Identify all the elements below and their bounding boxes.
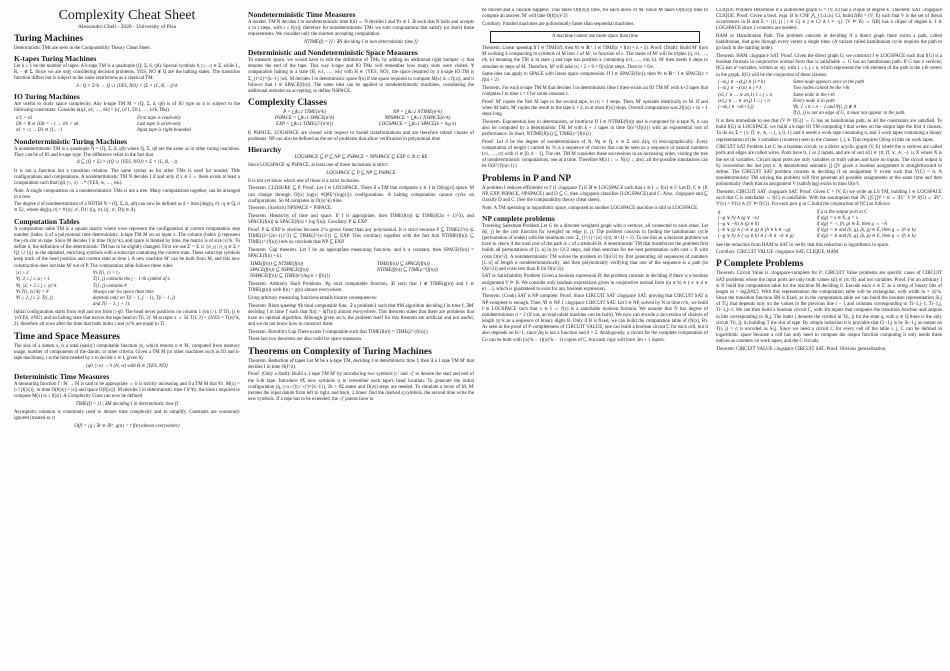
paragraph: It is not yet know which one of those is a strict inclusion.: [248, 178, 360, 184]
table-row: [716, 111, 942, 117]
table-cell: if s(g) = x ∈ X, g = x: [816, 216, 858, 221]
column-3: [482, 8, 708, 665]
table-cell: if g is the output port in C: [816, 209, 868, 215]
computation-table-rules: [14, 271, 240, 308]
paragraph: These last two theorems are also valid for space measures.: [248, 337, 363, 343]
paragraph: A measuring function f : ℕ → ℕ is said to be appropriate ⇔ it is strictly increasing and ∃ a TM M that ∀x. M(x) = ▷^{f(|x|)}, in time O(f(|x|) + |x|) and space O(f(|x|)). M decides I in deterministic time f if ∀x, the time t required to compute M(x) is ≤ f(|x|). A Complexity Class can now be defined:: [14, 381, 240, 400]
paragraph: Proof. M' copies the first M tape to the second tape, in |x| + 1 steps. Then, M' operates identically to M. If and when M halts, M' copies the result to the tape k + 2, in at most f(|x|) steps. Overall computation was 2f(|x|) + |x| + 1 steps long.: [482, 99, 708, 118]
formula: TIME(f) = {I | ∃M deciding I in deterministic time f}: [75, 401, 179, 407]
table-cell: |x| ≥ 2: [16, 271, 29, 277]
table-cell: σ1 = ◁ → D1 ∈ {L, −}: [16, 128, 63, 134]
section-heading: Theorems on Complexity of Turing Machines: [248, 346, 432, 357]
paragraph: Proof. (Only a draft): Build a 1 tape TM M' by introducing two symbols ▷' and ◁' to denote the start and end of the k-th tape. Introduce #Σ new symbols σ̲ to remember each tape's head location. To generate the initial configuration (q, ▷x◁'(▷'◁')^{k−1}), 2k + #Σ states and O(|x|) steps are needed. To simulate a move of M, M' iterates the input datum from left to right, and back, 2 times: find the marked σ̲ symbols, the second time write the new symbols. If a tape has to be extended, the ◁' parens have to: [248, 372, 474, 402]
paragraph: Theorem. CLOSURE ⊆ P. Proof. Let I ∈ LOGSPACE. There ∃ a TM that computes x ∈ I in O(log|x|) space. M can change through O(|x| log|x| #Q#Σ^{log|x|}) configurations. A halting computation cannot cycle on configurations. So M computes in O(|x|^k) time.: [248, 186, 474, 204]
paragraph: It is not a function but a transition relation. The same syntax as for other TMs is used for nondet. TMs configurations and computations. A nondeterministic TM N decides I if and only if x ∈ I ⇔ there exists at least a computation such that (q0, ▷, x) →* (YES, w, …, wk).: [14, 168, 240, 186]
table-cell: if s(g) = ¬, (h, g) ∈ E, then g ⇔ ¬h: [816, 222, 887, 228]
table-cell: if s(g) = ∧ and (h, g), (k, g) ∈ E, then g ⇔ (h ∧ k): [816, 234, 916, 240]
section-heading: P Complete Problems: [716, 259, 804, 270]
subsection-heading: Nondeterministic Time Measures: [248, 10, 356, 19]
paragraph: Proof. P ⊊ EXP is obvious because 2^n grows faster than any polynomial. It is strict because P ⊆ TIME(2^n) ⊊ TIME((2^{2n+1})^3) ⊆ TIME(2^{n^2}) ⊆ EXP. This corollary, together with the fact that NTIME(f(n)) ⊆ TIME(c^{f(n)}) lets us conclude that NP ⊆ EXP.: [248, 227, 474, 246]
circuit-clauses-table: [716, 210, 942, 241]
paragraph: be moved and a cascade happens. This takes O(f(|x|)) time, for each move of M. Since M takes O(f(|x|)) time to compute an answer, M' will take O(f(|x|)^2): [482, 8, 708, 20]
paragraph: CIRCUIT SAT Problem Let C be a boolean circuit, or a direct acyclic graph (V, E) where the n vertices are called ports and edges are called wires. Ports have 0, 1 or 2 inputs, and are of sort s(i) ∈ {tt, ff, ∨, ∧, ¬} ∪ X where X is the set of variables. Circuit input ports are only variables or truth values and have no inputs. The circuit output is by convention the last port n. A denotational semantic [[·]]V given a boolean assignment is straightforward to define. The CIRCUIT SAT problem consists in deciding if an assignment V exists such that V(C) = tt. A nondeterministic TM solving the problem will first generate all possible assignments at the same time and then polinomially check that an assignment V (satisfying) exists in time O(n²).: [716, 145, 942, 188]
subsection-heading: Computation Tables: [14, 216, 80, 226]
formula: NP = ⋃k≥1 NTIME(n^k): [392, 110, 443, 116]
formula: NTIME(f) = {I | ∃N deciding I in non deterministic time f}: [304, 39, 418, 45]
subsection-heading: NP complete problems: [482, 213, 555, 223]
formula: Δ ⊆ (Q × Σ) × ((Q ∪ {YES, NO}) × Σ × {L, R, −}): [76, 160, 178, 166]
formula: LOGSPACE ⊆ P ⊆ NP ⊆ PSPACE = NPSPACE ⊆ EXP ⊂ R ⊂ RE: [294, 154, 428, 160]
formula: PSPACE = ⋃k≥1 SPACE(n^k): [274, 116, 335, 122]
paragraph: Theorem. Circuit Value is ≤logspace-complete for P: CIRCUIT Value problems are specific cases of CIRCUIT SAT problems where the input ports are only truth values s(i) ∈ {tt, ff} and not variables. Proof. For an arbitrary I ∈ P, build the computation table for the machine M deciding it. Encode each σ ∈ Σ' as a string of binary bits of length m = log2(#Σ'). With this representation the computation table will be rectangular, with width m × |x|^k. Since the transition function δM is fixed, as in the computation table we can build the boolean representation Si,j of Ti,j that depends only on the values in the previous line i − 1 and columns corresponding to Ti−1,j−1, Ti−1,j, Ti−1,j+1. We can then build a boolean circuit C, with 3m inputs that computes the transition function and outputs in bits corresponding to Si,j. The index j denotes the symbol in T(i, j) for the state q, with q ∈ Q there is the only circuit T(i, j), in building T the slot of tape. By simple induction it is provable that Ci−1,j is by Si−1,j as output on T(i, j) = σ is encoded as Si,j. Since we need a circuit C for every cell of the table i, j, C can be defined in logarithmic space because a cell has only need to compute the output function computing it only needs these indices as counters on work tapes, and the C circuits.: [716, 271, 942, 345]
table-cell: ∀i ≥ 2, j ≥ 2. T(i, j): [16, 295, 53, 301]
table-cell: if s(g) = ∨ and (h, g), (k, g) ∈ E, then g ⇔ (h ∨ k): [816, 228, 916, 234]
paragraph: Since LOGSPACE ⊊ PSPACE, at least one of those inclusions is strict:: [248, 163, 389, 168]
table-cell: [375, 274, 474, 280]
table-cell: Same node appears once in the path: [793, 80, 864, 86]
paragraph: Theorem. (Savitch) NPSPACE = PSPACE.: [248, 206, 333, 212]
table-cell: ∀i.T(i, |x|^k) = #: [16, 289, 49, 295]
paragraph: Theorem. CIRCUIT VALUE ≤logspace CIRCUIT SAT. Proof. Obvious generalization.: [716, 346, 887, 352]
table-cell: Every node is in path: [793, 98, 835, 104]
table-row: [14, 302, 240, 308]
section-heading: Time and Space Measures: [14, 331, 120, 342]
section-heading: Turing Machines: [14, 34, 84, 44]
page-author: Alessandro Cheli - 2020 - University of Pisa: [78, 24, 176, 30]
paragraph: See the reduction from HAM to SAT to verify that this reduction is logarithmic in space.: [716, 242, 890, 248]
paragraph: Theorem. Linear speedup If I ∈ TIME(f), then ∀ε ∈ ℝ⁺. I ∈ TIME(ε × f(n) + n + 2). Proof. (Draft): Build M' from M working k compacting m symbols of M into 1 of M', in function of ε. The states of M' will be triples (q, σ1, …, σk, k) meaning the TM is in state q and tape has position k containing (σ1, …, σm, k). M' then needs 6 steps to simulate m steps of M. Therefore, M' will take |x| + 2 + 6 × f(|x|)/m steps. Then m = 6/ε.: [482, 46, 708, 70]
formula: EXP = ⋃k≥1 TIME(2^{n^k}): [276, 122, 333, 128]
paragraph: Asymptotic notation is commonly used to denote time complexity and to simplify. Constants are commonly ignored (treated as r): [14, 409, 240, 422]
formula: δ : Q × Σ^k → Q ∪ {YES, NO} × (Σ × {L, R, −})^k: [76, 84, 178, 90]
paragraph: Theorem. Arbitrary Hard Problems. ∀g total computable function, ∃I such that I ∉ TIME(g(n)) and I ∈ TIME(g(n)) with f(n) > g(n) almost everywhere.: [248, 282, 474, 294]
subsection-heading: Hierarchy: [248, 144, 282, 154]
inclusions-table: [248, 262, 474, 280]
table-cell: T(1, j) contains #: [92, 283, 127, 289]
table-cell: T(1, j) contains the j − 1-th symbol of x: [92, 277, 170, 283]
table-cell: (¬g ∨ h) ∧ (¬g ∨ k) ∧ (¬h ∨ ¬k ∨ g): [718, 234, 794, 240]
table-cell: depends only on T(i − 1, j − 1), T(i − 1, j): [92, 295, 176, 301]
table-cell: g: [718, 209, 721, 215]
table-cell: NTIME(f(n)) ⊆ TIME(c^{f(n)}): [376, 267, 439, 273]
paragraph: Theorem. HAM ≤logspace SAT. Proof. Given the direct graph G, we construct f ∈ LOGSPACE such that f(G) is a boolean formula in conjunctive normal form that is satisfiable ⇔ G has an hamiltonian path. If G has n vertices, f(G) has n² variables, written as xij, with 1 ≤ i, j ≤ n, which represents the i-th element of the path is the j-th vertex in the graph. f(G) will be the conjuction of these clauses:: [716, 54, 942, 78]
formula: LOGSPACE ⊆ P ⊆ NP ⊆ PSPACE: [326, 170, 396, 176]
subsection-heading: Deterministic and Nondeterministic Space Measures: [248, 48, 418, 58]
table-cell: Always our les space than time: [92, 289, 154, 295]
paragraph: It is then immediate to see that (V ⊨ f(G)) ⇔ G has an hamiltonian path, as all the constraints are satisfied. To build f(G) in LOGSPACE, we build a k-tape IO TM computing f that writes on the output tape the first 4 clauses. To do so, Σ = {x, ff, ∨, ∧, ¬, (, ), 0, 1} and it needs a work tape containing n, and 3 work tapes containing a binary representation of the 3 variables (counters) seen in the clauses: i, j, k. This requires O(log n) bits on work tapes.: [716, 119, 942, 143]
table-cell: and T(i − 1, j + 1).: [92, 302, 131, 307]
paragraph: To measure space, we would have to edit the definition of TMs, by adding an additional right bumper ◁ that denotes the end of the tape. This way k-tape and IO TMs will remember how many slots were visited. ∀ computation halting in a state (H, w1, …, wk) with H ∈ {YES, NO}, the space required by a k-tape IO TM is Σ_{i=2}^{k−1} |wi|. M decides I in deterministic space f(n) if the space required to compute M(x) is ≤ f(|x|), and it follows that I ∈ SPACE(f(n)). The same idea can be applied to nondeterministic machines, considering the additional restraint on accepting, to define NSPACE.: [248, 58, 474, 94]
table-cell: If (i, j) is not an edge of G, it must not appear in the path.: [793, 111, 906, 116]
table-cell: ∀k. 1 ≤ k ≤ n − 1 and ∀(i, j) ∉ A: [793, 104, 857, 110]
table-cell: [14, 302, 91, 308]
table-cell: [716, 111, 791, 117]
formula: NPSPACE = ⋃k≥1 NSPACE(n^k): [384, 116, 451, 122]
title-block: [14, 8, 240, 31]
paragraph: Theorem. CIRCUIT SAT ≤logspace SAT. Proof. Given C = (V, E) we write an LS TM, building f ∈ LOGSPACE such that C is satisfiable ⇔ f(C) is satisfiable. With the assumption that ∃V. [[C]]V = tt ⇔ ∃V'. V ⊨ f(C) ⇔ ∃V'. V'(x) = V(x) ∧ (V' ⊨ f(C)). For each port g in C build the conjunction of f(C) as follows:: [716, 189, 942, 208]
paragraph: Are useful to study space complexity. Any k-tape TM M = (Q, Σ, δ, q0) is of IO type so it is subject to the following constraints. Consider δ(q1, σ1, …, σk) = (q', (σ'1, D1), …, (σ'k, Dk)).: [14, 102, 240, 114]
table-cell: (¬xi,j ∨ ¬xi,k) ∧ j ≠ k: [718, 86, 762, 92]
paragraph: Theorem. Reduction of tapes Let M be a k-tape TM, deciding I in deterministic time f, then ∃ a 1 tape TM M' that decides I in time O(f^2).: [248, 358, 474, 370]
table-cell: TIME(f(n)) ⊆ NTIME(f(n)): [250, 261, 304, 267]
paragraph: Proof. Let d be the degree of nondeterminism of N. ∀q ∈ Q, σ ∈ Σ sort Δ(q, σ) lexicographically. Every computation of length t carried by N is a sequence of choices that can be seen as a sequence of natural numbers (c1, …, ct) with ci ∈ [0, d − 1]. The det. TM M considers these successions in an increasing order, visiting the tree of nondeterministic computations, one at a time. Therefore M(x) ↓ ⇔ N(x) ↓, also, all the possible simulations can be O(d^{f(n)+1}).: [482, 139, 708, 170]
paragraph: Note. A single computation on a nondeterministic TMs is not a tree. Many computations together, can be arranged in a tree.: [14, 188, 240, 200]
paragraph: Corollary. CIRCUIT VALUE ≤logspace SAT, CLIQUE, HAM: [716, 250, 839, 256]
section-heading: Problems in P and NP: [482, 173, 572, 184]
table-cell: NSPACE(f(n)) ⊆ TIME(k^{log n + f(n)}): [250, 274, 330, 279]
table-cell: (¬g ∨ ¬h) ∧ (g ∨ h): [718, 222, 759, 228]
page-title: Complexity Cheat Sheet: [58, 8, 196, 23]
column-4: [716, 8, 942, 665]
paragraph: Theorem. Borodin's Gap There exists f computable such that TIME(f(n)) = TIME(2^{f(n)}): [248, 329, 428, 335]
table-cell: (¬h ∨ g) ∧ (¬k ∨ g) ∧ (h ∨ k ∨ ¬g): [718, 228, 791, 234]
paragraph: Theorem. Exponential loss in determinism, or brutforce If I ∈ NTIME(f(n)) and is computed by k-tape N, it can also be computed by a deterministic TM M with k + 1 tapes in time O(c^{f(n)}) with an exponential loss of performance. In short, NTIME(f(n)) ⊆ TIME(c^{f(n)}): [482, 119, 708, 138]
paragraph: The size of a datum x, is a total (easily) computable function |x|, which returns n ∈ ℕ, computed from memory usage, number of components of the datum, or other criteria. Given a TM M (or other machines such as IO and k-tape machines), t is the time needed by x to decide x ∈ I, given by: [14, 343, 240, 361]
table-row: [14, 128, 240, 134]
paragraph: A nondet. TM N decides I in nondeterministic time f(n) ⇔ N decides I and ∀x ∈ I. ∃t such that N halts and accepts x in t steps, with t ≤ f(|x|); therefore for nondeterministic TMs we sum computations that satisfy (or don't) these requirements. We consider only the shortest accepting computation.: [248, 20, 474, 38]
table-cell: ∀j. |x| + 2 ≤ j ≤ |x|^k: [16, 283, 57, 289]
paragraph: Theorem. For each k-tape TM M that decides I in deterministic time f there exists an IO TM M' with k+2 tapes that computes I in time c × f for some constant c.: [482, 86, 708, 98]
subsection-heading: IO Turing Machines: [14, 92, 80, 102]
table-cell: ∀i.T(i, 1) = ▷: [92, 271, 121, 277]
table-cell: (x1,1 ∨ … ∨ xn,1) 1 ≤ j ≤ n: [718, 92, 772, 98]
column-2: [248, 8, 474, 665]
paragraph: Using arbitrary measuring functions entails bizarre consequences:: [248, 295, 378, 301]
table-cell: Dk = R or (Dk = −) → σ'k = σk: [16, 122, 79, 128]
paragraph: Deterministic TMs are seen in the Computability Theory Cheat Sheet.: [14, 46, 151, 51]
paragraph: The degree d of nondeterminism of a NDTM N = (Q, Σ, Δ, q0) can now be defined as d = max{deg(q, σ) | q ∈ Q, σ ∈ Σ}, where deg(q, σ) = #{(q', σ', D) | ((q, σ), (q', σ', D)) ∈ Δ}: [14, 202, 240, 214]
boxed-remark: A machine cannot use more space than time: [490, 31, 700, 43]
paragraph: A computation table TM is a square matrix where rows represent the configuration at current computation step number (index i) of a polynomial time deterministic, k-tape TM M on an input x. The column (index j) represent the j-th slot on tape. Since M decides I in time O(|x|^k), and space is limited by time, the matrix is of size |x|^k. To define it, the definition of the deterministic TM has to be slightly changed. First we use Σ' = Σ ∪ {σ_q | σ_q ∈ Σ × Q} ∪ {q} as the alphabet, enriching symbols with a subscript containing the current state. These subscript symbols keep track of the head position and current state at time i. A new machine M' can be built from M, and this new construction does not take M' out of P. The computation table follows these rules:: [14, 226, 240, 269]
paragraph: HAM or Hamiltonian Path: The problem consists in deciding if a direct graph there exists a path, called hamiltonian, that goes through every vertex a single time. (A variant called hamiltonian cycle requires the path to go back to the starting node).: [716, 34, 942, 52]
table-cell: First tape is read-only: [137, 116, 181, 122]
table-cell: (¬xk,i ∨ ¬xk+1,j): [718, 104, 754, 110]
paragraph: Corollary. Parallel machines are polinomially faster than sequential machines.: [482, 21, 635, 27]
paragraph: A nondeterministic TM is a quadruple N = (Q, Σ, Δ, q0) where Q, Σ, q0 are the same as in other turing machines. They can be of IO and k-tape type. The difference relies in the fact that: [14, 146, 240, 158]
paragraph: Note. A TM operating in logarithmic space, composed to another LOGSPACE machine is still in LOGSPACE.: [482, 205, 699, 211]
section-heading: Complexity Classes: [248, 98, 327, 109]
formula: LOGSPACE = ⋃k≥1 SPACE(k × log n): [378, 122, 457, 128]
formula: P = ⋃k≥1 TIME(n^k): [283, 110, 326, 116]
table-cell: Two nodes cannot be the i-th: [793, 86, 850, 92]
subsection-heading: Nondeterministic Turing Machines: [14, 136, 128, 146]
table-cell: (¬xi,j ∨ ¬xk,j) ∧ (i ≠ k): [718, 80, 765, 86]
column-1: [14, 8, 240, 665]
table-row: [716, 234, 942, 240]
table-cell: (x1,j ∨ … ∨ xn,j) 1 ≤ j ≤ n: [718, 98, 770, 104]
table-cell: σ'1 = σ1: [16, 116, 33, 122]
subsection-heading: Deterministic Time Measures: [14, 371, 110, 381]
paragraph: CLIQUE Problem Determine if a undirected graph G = (V, E) has a clique of degree k. Theorem: SAT ≤logspace CLIQUE. Proof. Given a bool. expr. B in CNF ⋀_{1≤i≤n} Ci, build f(B) = (V, E) such that V is the set of literal occurrences in B and E = {(i, j) | i ∈ Cj ∧ j ∈ Cl ∧ l ≠ ¬j}. (V ⊨ B) ⇔ f(B) has a clique of degree k. I ∈ LOGSPACE since 2 counters are needed.: [716, 8, 942, 32]
table-cell: SPACE(f(n)) ⊆ NSPACE(f(n)): [250, 267, 309, 273]
paragraph: A problem I reduces efficiently to I' (I ≤logspace I') if ∃f ∈ LOGSPACE such that x ∈ I ⇔ f(x) ∈ I'. Let D, C ∈ {P, NP, EXP, PSPACE, NPSPACE} and D ⊆ C, then ≤logspace classifies (LOGSPACE) and C. Also, ≤logspace and ⊆ classify D and C. (See the computability theory cheat sheet).: [482, 185, 708, 203]
formula: (q0, ▷x) →^t (H, w) with H ∈ {YES, NO}: [86, 363, 168, 369]
table-cell: ∀j. 2 ≤ j ≤ |x| + 1: [16, 277, 50, 283]
paragraph: P, PSPACE, LOGSPACE are closed with respect to model transformations and are therefore robust classes of problems. NP can also be defined as the set of problems that allow verification in polynomial time: [248, 130, 474, 142]
table-cell: Input tape is right-bounded: [137, 128, 191, 134]
class-definitions: [248, 110, 474, 128]
subsection-heading: K-tapes Turing Machines: [14, 54, 97, 64]
table-cell: Same node in the i-th: [793, 92, 835, 98]
ham-clauses-table: [716, 80, 942, 117]
formula: O(f) = {g | ∃r ∈ ℝ⁺. g(n) < r f(n) almost everywhere}: [74, 423, 180, 429]
paragraph: Initial configuration starts from σq0 and not from ▷q0. The head never positions on column 1 (on ▷). If T(i, j) ∈ {σYES, σNO} and an halting state that moves the tape head to T(i, 2). M accepts x ⇔ ∃i. T(i, 2) = σYES = T(|x|^k, 2), therefore all rows after the time that halts index i and |x|^k are equal to Ti.: [14, 310, 240, 328]
paragraph: Theorem. Blum speedup ∀h total computable func. ∃ a problem I such that ∀M algorithm deciding I in time f, ∃M' deciding I in time f' such that f(n) > h(f'(n)) almost everywhere. This theorem states that there are problems that have no optimal algorithm. Although given an h, the problem itself for this theorem are artificial and not useful, and we do not know how to construct them.: [248, 303, 474, 328]
paragraph: Theorem. Hierarchy of time and space. If f is appropriate, then TIME(f(n)) ⊊ TIME(f(2n + 1)^3), and SPACE(f(n)) ⊊ SPACE(f(n) × log f(n)). Corollary. P ⊊ EXP: [248, 214, 474, 226]
paragraph: Let k ≥ 1 be the number of tapes. A k-tape TM is a quadruple (Q, Σ, δ, q0). Special symbols #, ▷, ◁ ∈ Σ, while L, R, – ∉ Σ. Since we are only considering decision problems, YES, NO ∉ Q are the halting states. The transition function differs but is subject to the same restrictions as a classical TM.: [14, 64, 240, 82]
table-cell: Last tape is write-only: [137, 122, 181, 128]
paragraph: Traveling Salesman Problem Let G be a directed weighted graph with n vertices, all connected to each other. Let d(i, j) be the cost function for (weight) on edge (i, j). The problem consists in finding the hamiltonian cycle (permutation of nodes) with the minimum cost: Σ_{i=1}^{n} c(πi, πi+1) + 1). To see this as a decision problem we have to check if the total cost of the path is ≤ of a treshold B. A deterministic TM that bruteforces the problem first builds all permutations of [1..n] in (n−1)!/2 steps, and then searches for the best permutation with cost ≤ B with costs O(n^2). A nondeterministic TM solves the problem in O(n^2) by first generating all sequences of numbers [1..n] of length n nondeterministically, and then polynomially verifying that one of the sequence is a path (in O(n^2)) and costs less than B (in O(n^2)).: [482, 223, 708, 272]
table-row: [248, 274, 474, 280]
paragraph: Theorem. Gap theorem. Let f be an appropriate measuring function, and k a constant, then SPACE(f(n)) = SPACE(f(n) + k).: [248, 247, 474, 260]
table-cell: (¬g ∨ h) ∧ (g ∨ ¬x): [718, 216, 759, 221]
table-cell: TIME(f(n)) ⊆ SPACE(f(n)): [376, 261, 430, 267]
paragraph: SAT or Satisfiability Problem Given a boolean expression B, the problem consists in deciding if there is a boolean assignment V ⊨ B. We consider only boolean expressions given in conjunctive normal form ((a ∨ b) ∧ (¬c ∨ d ∨ e) …), which is guaranteed to exist for any boolean expression.: [482, 274, 708, 292]
paragraph: Same idea can apply to SPACE with linear space compression. If I ∈ SPACE(f(n)), then ∀ε ∈ ℝ⁺. I ∈ SPACE(ε × f(n) + 2): [482, 72, 708, 84]
paragraph: Theorem. (Cook) SAT is NP complete. Proof. Since CIRCUIT SAT ≤logspace SAT, proving that CIRCUIT SAT is NP-complete is enough. Then, ∀I ∈ NP. I ≤logspace CIRCUIT SAT. Let I ∈ NP, solved by N in time n^k, we build f ∈ LOGSPACE such that x ∈ I ⇔ f(x) is a satisfiable boolean formula. We assume that N has degree of nondeterminism d = 2 (if not, an equivalent machine can be built). We now can encode a succession of choices of length |x|^k as a sequence of binary digits B. Only if B is fixed, we can build the computation table of (N(x), B). As seen in the proof of P-completeness of CIRCUIT VALUE, one can build a boolean circuit C for each cell, but it also depends on bi−1, since Δq is not a function and d = 2. Analogously, a circuit for the complete computation of Cn can be built with (|x|^k − 1)(|x|^k − 1) copies of C, but each copy will have 3m + 1 inputs.: [482, 294, 708, 343]
io-constraints-table: [14, 116, 240, 134]
